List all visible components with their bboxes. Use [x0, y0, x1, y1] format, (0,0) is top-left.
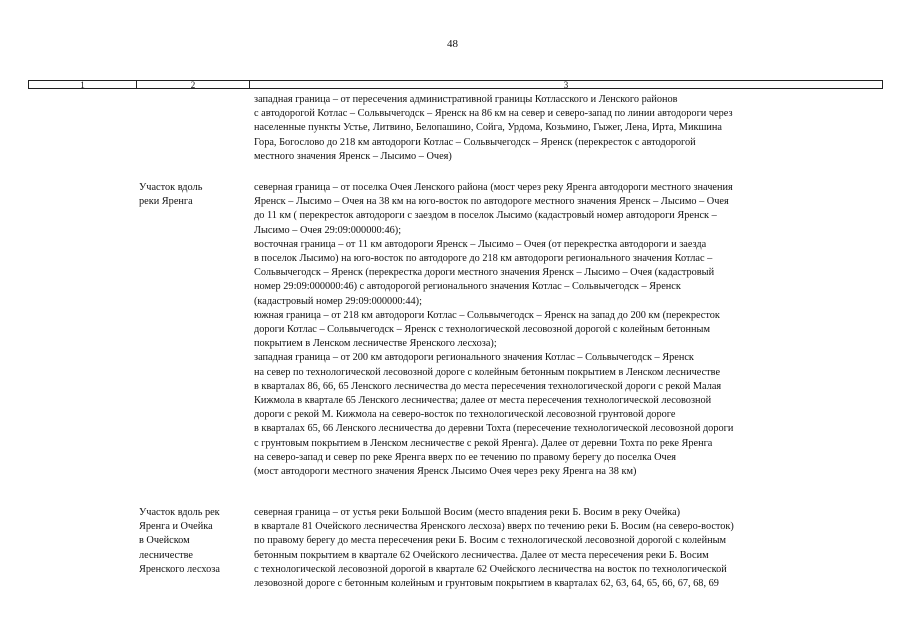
text-line: Яренск – Лысимо – Очея на 38 км на юго-восток по автодороге местного значения Яренск – Лысимо – Очея — [254, 196, 729, 208]
boundary-description — [254, 93, 874, 164]
label-line: лесничестве — [139, 549, 194, 561]
table-header-row — [28, 80, 883, 89]
text-line: с грунтовым покрытием в Ленском лесничестве с рекой Яренга). Далее от деревни Тохта по реке Яренга — [254, 437, 713, 449]
text-line: с технологической лесовозной дорогой в квартале 62 Очейского лесничества на восток по технологической — [254, 563, 727, 575]
text-line: населенные пункты Устье, Литвино, Белопашино, Сойга, Урдома, Козьмино, Гыжег, Лена, Ирта, Микшина — [254, 122, 722, 134]
text-line: дороги с рекой М. Кижмола на северо-восток по технологической лесовозной грунтовой дороге — [254, 409, 676, 421]
text-line: Сольвычегодск – Яренск (перекрестка дороги местного значения Яренск – Лысимо – Очея (кадастровый — [254, 267, 715, 279]
text-line: на север по технологической лесовозной дороге с колейным бетонным покрытием в Ленском лесничестве — [254, 366, 721, 378]
column-3-header: 3 — [563, 80, 569, 90]
text-line: до 11 км ( перекресток автодороги с заездом в поселок Лысимо (кадастровый номер автодороги Яренск – — [254, 210, 717, 222]
boundary-description — [254, 181, 874, 479]
text-line: в кварталах 86, 66, 65 Ленского лесничества до места пересечения технологической дороги с рекой Малая — [254, 380, 722, 392]
text-line: восточная граница – от 11 км автодороги Яренск – Лысимо – Очея (от перекрестка автодороги и заезда — [254, 238, 707, 250]
area-name — [139, 506, 249, 577]
text-line: в поселок Лысимо) на юго-восток по автодороге до 218 км автодороги регионального значения Котлас – — [254, 253, 713, 265]
text-line: южная граница – от 218 км автодороги Котлас – Сольвычегодск – Яренск на запад до 200 км (перекресток — [254, 309, 720, 321]
text-line: Гора, Богослово до 218 км автодороги Котлас – Сольвычегодск – Яренск (перекресток с автодорогой — [254, 136, 696, 148]
text-line: с автодорогой Котлас – Сольвычегодск – Яренск на 86 км на север и северо-запад по линии автодороги через — [254, 108, 733, 120]
text-line: (мост автодороги местного значения Яренск Лысимо Очея через реку Яренга на 38 км) — [254, 466, 637, 478]
text-line: западная граница – от 200 км автодороги регионального значения Котлас – Сольвычегодск – Яренск — [254, 352, 694, 364]
boundary-description — [254, 506, 874, 591]
text-line: дороги Котлас – Сольвычегодск – Яренск с технологической лесовозной дорогой с колейным бетонным — [254, 324, 710, 336]
text-line: лезовозной дороге с бетонным колейным и грунтовым покрытием в кварталах 62, 63, 64, 65, 66, 67, 68, 69 — [254, 578, 719, 590]
text-line: по правому берегу до места пересечения реки Б. Восим с технологической лесовозной дорогой с колейным — [254, 535, 727, 547]
text-line: северная граница – от устья реки Большой Восим (место впадения реки Б. Восим в реку Очейка) — [254, 507, 681, 518]
text-line: Кижмола в квартале 65 Ленского лесничества; далее от места пересечения технологической лесовозной — [254, 395, 712, 407]
text-line: номер 29:09:000000:46) с автодорогой регионального значения Котлас – Сольвычегодск – Яренск — [254, 281, 681, 293]
text-line: покрытием в Ленском лесничестве Яренского лесхоза); — [254, 338, 497, 350]
column-2-header: 2 — [137, 81, 250, 88]
page-number: 48 — [447, 38, 458, 50]
text-line: Лысимо – Очея 29:09:000000:46); — [254, 224, 402, 236]
text-line: (кадастровый номер 29:09:000000:44); — [254, 295, 422, 307]
text-line: местного значения Яренск – Лысимо – Очея) — [254, 150, 452, 162]
text-line: на северо-запад и север по реке Яренга вверх по ее течению по правому берегу до поселка Очея — [254, 451, 677, 463]
text-line: в квартале 81 Очейского лесничества Яренского лесхоза) вверх по течению реки Б. Восим (на северо-восток) — [254, 521, 734, 533]
area-name — [139, 181, 249, 209]
label-line: в Очейском — [139, 535, 190, 547]
label-line: Яренга и Очейка — [139, 521, 213, 533]
text-line: западная граница – от пересечения административной границы Котласского и Ленского районов — [254, 94, 678, 105]
label-line: Яренского лесхоза — [139, 563, 220, 575]
column-1-header: 1 — [29, 81, 137, 88]
label-line: реки Яренга — [139, 196, 193, 208]
text-line: северная граница – от поселка Очея Ленского района (мост через реку Яренга автодороги местного значения — [254, 182, 733, 193]
text-line: в кварталах 65, 66 Ленского лесничества до деревни Тохта (пересечение технологической лесовозной дороги — [254, 423, 734, 435]
label-line: Участок вдоль рек — [139, 507, 220, 518]
label-line: Участок вдоль — [139, 182, 203, 193]
text-line: бетонным покрытием в квартале 62 Очейского лесничества. Далее от места пересечения реки Б. Восим — [254, 549, 709, 561]
